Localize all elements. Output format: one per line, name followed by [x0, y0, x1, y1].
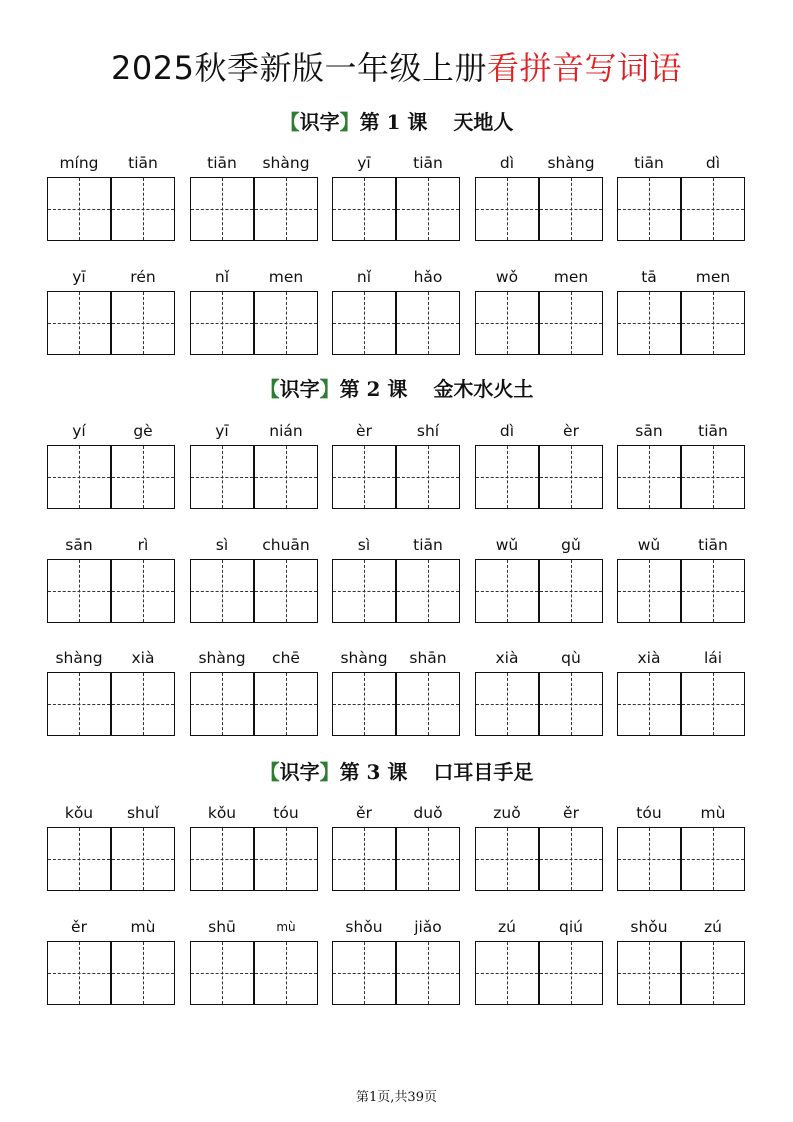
word-pair [475, 803, 605, 893]
writing-box[interactable] [475, 827, 539, 891]
pinyin-label: tóu [636, 804, 662, 822]
writing-box[interactable] [332, 291, 396, 355]
word-pair [475, 648, 605, 738]
word-pair [190, 421, 320, 511]
writing-box[interactable] [47, 941, 111, 1005]
pinyin-label: qù [561, 649, 581, 667]
pinyin-label: èr [356, 422, 372, 440]
writing-box[interactable] [681, 559, 745, 623]
pinyin-label: yī [72, 268, 86, 286]
writing-box[interactable] [332, 177, 396, 241]
word-row [0, 421, 793, 511]
writing-box[interactable] [47, 827, 111, 891]
writing-box[interactable] [190, 672, 254, 736]
writing-box[interactable] [617, 291, 681, 355]
pinyin-label: qiú [559, 918, 583, 936]
word-row [0, 648, 793, 738]
writing-box[interactable] [681, 827, 745, 891]
pinyin-label: mù [700, 804, 726, 822]
pinyin-label: men [695, 268, 731, 286]
pinyin-label: shàng [340, 649, 388, 667]
writing-box[interactable] [681, 177, 745, 241]
writing-box[interactable] [396, 827, 460, 891]
pinyin-label: kǒu [64, 804, 94, 822]
word-pair [47, 648, 177, 738]
word-pair [190, 803, 320, 893]
word-pair [190, 917, 320, 1007]
pinyin-label: xià [495, 649, 519, 667]
writing-box[interactable] [111, 672, 175, 736]
writing-box[interactable] [47, 559, 111, 623]
pinyin-label: tiān [698, 536, 728, 554]
pinyin-label: lái [703, 649, 723, 667]
writing-box[interactable] [47, 445, 111, 509]
word-pair [190, 267, 320, 357]
lesson-heading [0, 108, 793, 136]
pinyin-label: men [553, 268, 589, 286]
pinyin-label: chē [272, 649, 300, 667]
word-pair [475, 421, 605, 511]
lesson-number: 第 2 课 [339, 377, 408, 401]
writing-box[interactable] [396, 941, 460, 1005]
pinyin-label: jiǎo [414, 918, 442, 936]
word-pair [475, 153, 605, 243]
writing-box[interactable] [539, 941, 603, 1005]
page-footer: 第1页,共39页 [356, 1090, 437, 1105]
word-pair [332, 153, 462, 243]
word-pair [617, 535, 747, 625]
lesson-title: 天地人 [453, 110, 514, 134]
pinyin-label: míng [59, 154, 99, 172]
word-pair [47, 267, 177, 357]
title-main: 2025秋季新版一年级上册 [111, 49, 487, 87]
writing-box[interactable] [475, 941, 539, 1005]
pinyin-label: tiān [698, 422, 728, 440]
writing-box[interactable] [111, 941, 175, 1005]
lesson-tag: 识字 [299, 110, 340, 134]
bracket-open: 【 [259, 377, 280, 401]
writing-box[interactable] [47, 291, 111, 355]
pinyin-label: tiān [128, 154, 158, 172]
writing-box[interactable] [396, 291, 460, 355]
pinyin-label: gǔ [561, 536, 581, 554]
pinyin-label: mù [130, 918, 156, 936]
pinyin-label: tiān [634, 154, 664, 172]
writing-box[interactable] [332, 672, 396, 736]
bracket-close: 】 [319, 377, 340, 401]
writing-box[interactable] [475, 177, 539, 241]
lesson-number: 第 1 课 [359, 110, 428, 134]
lesson-heading [0, 758, 793, 786]
pinyin-label: shàng [262, 154, 310, 172]
word-pair [332, 267, 462, 357]
pinyin-label: xià [637, 649, 661, 667]
word-pair [47, 153, 177, 243]
pinyin-label: shǒu [630, 918, 668, 936]
pinyin-label: dì [705, 154, 721, 172]
pinyin-label: mù [276, 920, 296, 934]
writing-box[interactable] [617, 559, 681, 623]
pinyin-label: shān [409, 649, 447, 667]
writing-box[interactable] [47, 672, 111, 736]
pinyin-label: shàng [547, 154, 595, 172]
pinyin-label: rì [137, 536, 149, 554]
pinyin-label: sān [65, 536, 93, 554]
pinyin-label: nǐ [214, 268, 230, 286]
pinyin-label: shí [416, 422, 440, 440]
word-pair [47, 535, 177, 625]
word-pair [617, 267, 747, 357]
writing-box[interactable] [111, 559, 175, 623]
writing-box[interactable] [396, 445, 460, 509]
writing-box[interactable] [539, 672, 603, 736]
word-pair [617, 648, 747, 738]
pinyin-label: nián [269, 422, 303, 440]
writing-box[interactable] [190, 291, 254, 355]
pinyin-label: dì [499, 154, 515, 172]
pinyin-label: yī [357, 154, 371, 172]
word-pair [475, 917, 605, 1007]
word-pair [617, 803, 747, 893]
writing-box[interactable] [396, 177, 460, 241]
writing-box[interactable] [539, 291, 603, 355]
lesson-heading [0, 375, 793, 403]
writing-box[interactable] [254, 445, 318, 509]
pinyin-label: yī [215, 422, 229, 440]
writing-box[interactable] [254, 559, 318, 623]
word-row [0, 267, 793, 357]
writing-box[interactable] [254, 672, 318, 736]
writing-box[interactable] [681, 291, 745, 355]
writing-box[interactable] [396, 672, 460, 736]
pinyin-label: shuǐ [126, 804, 160, 822]
pinyin-label: men [268, 268, 304, 286]
pinyin-label: wǒ [495, 268, 519, 286]
word-pair [332, 917, 462, 1007]
pinyin-label: shàng [198, 649, 246, 667]
writing-box[interactable] [111, 177, 175, 241]
writing-box[interactable] [617, 445, 681, 509]
word-pair [190, 153, 320, 243]
writing-box[interactable] [332, 941, 396, 1005]
writing-box[interactable] [475, 672, 539, 736]
word-pair [190, 648, 320, 738]
pinyin-label: hǎo [413, 268, 443, 286]
word-pair [332, 421, 462, 511]
pinyin-label: èr [563, 422, 579, 440]
bracket-open: 【 [259, 760, 280, 784]
pinyin-label: shū [208, 918, 236, 936]
writing-box[interactable] [617, 672, 681, 736]
writing-box[interactable] [332, 559, 396, 623]
pinyin-label: kǒu [207, 804, 237, 822]
word-pair [617, 153, 747, 243]
writing-box[interactable] [254, 291, 318, 355]
pinyin-label: duǒ [413, 804, 443, 822]
writing-box[interactable] [47, 177, 111, 241]
writing-box[interactable] [539, 177, 603, 241]
pinyin-label: chuān [262, 536, 310, 554]
writing-box[interactable] [254, 827, 318, 891]
writing-box[interactable] [190, 445, 254, 509]
writing-box[interactable] [475, 291, 539, 355]
writing-box[interactable] [396, 559, 460, 623]
pinyin-label: yí [72, 422, 86, 440]
pinyin-label: tiān [413, 536, 443, 554]
pinyin-label: wǔ [495, 536, 519, 554]
pinyin-label: ěr [356, 804, 372, 822]
writing-box[interactable] [539, 827, 603, 891]
pinyin-label: zú [704, 918, 722, 936]
word-row [0, 917, 793, 1007]
lesson-tag: 识字 [279, 760, 320, 784]
word-pair [332, 648, 462, 738]
title-highlight: 看拼音写词语 [486, 49, 682, 87]
bracket-close: 】 [319, 760, 340, 784]
word-row [0, 535, 793, 625]
writing-box[interactable] [617, 941, 681, 1005]
bracket-close: 】 [339, 110, 360, 134]
word-pair [190, 535, 320, 625]
pinyin-label: tóu [273, 804, 299, 822]
writing-box[interactable] [254, 177, 318, 241]
pinyin-label: zuǒ [493, 804, 521, 822]
lesson-title: 口耳目手足 [433, 760, 534, 784]
pinyin-label: shǒu [345, 918, 383, 936]
word-pair [47, 421, 177, 511]
pinyin-label: rén [130, 268, 156, 286]
pinyin-label: shàng [55, 649, 103, 667]
word-pair [332, 803, 462, 893]
pinyin-label: sì [215, 536, 229, 554]
writing-box[interactable] [617, 827, 681, 891]
word-row [0, 803, 793, 893]
lesson-number: 第 3 课 [339, 760, 408, 784]
pinyin-label: dì [499, 422, 515, 440]
pinyin-label: ěr [563, 804, 579, 822]
word-pair [47, 917, 177, 1007]
pinyin-label: tiān [413, 154, 443, 172]
writing-box[interactable] [617, 177, 681, 241]
page-title [0, 44, 793, 92]
writing-box[interactable] [254, 941, 318, 1005]
writing-box[interactable] [190, 941, 254, 1005]
writing-box[interactable] [539, 559, 603, 623]
writing-box[interactable] [681, 941, 745, 1005]
pinyin-label: sān [635, 422, 663, 440]
pinyin-label: xià [131, 649, 155, 667]
pinyin-label: nǐ [356, 268, 372, 286]
pinyin-label: tā [641, 268, 657, 286]
writing-box[interactable] [475, 445, 539, 509]
writing-box[interactable] [681, 445, 745, 509]
writing-box[interactable] [111, 291, 175, 355]
writing-box[interactable] [190, 827, 254, 891]
writing-box[interactable] [332, 827, 396, 891]
pinyin-label: sì [357, 536, 371, 554]
pinyin-label: wǔ [637, 536, 661, 554]
pinyin-label: gè [133, 422, 153, 440]
word-pair [617, 421, 747, 511]
word-pair [475, 267, 605, 357]
lesson-title: 金木水火土 [433, 377, 534, 401]
writing-box[interactable] [475, 559, 539, 623]
writing-box[interactable] [332, 445, 396, 509]
word-row [0, 153, 793, 243]
writing-box[interactable] [539, 445, 603, 509]
lesson-tag: 识字 [279, 377, 320, 401]
writing-box[interactable] [111, 827, 175, 891]
word-pair [617, 917, 747, 1007]
writing-box[interactable] [190, 177, 254, 241]
writing-box[interactable] [111, 445, 175, 509]
writing-box[interactable] [681, 672, 745, 736]
bracket-open: 【 [279, 110, 300, 134]
pinyin-label: ěr [71, 918, 87, 936]
pinyin-label: tiān [207, 154, 237, 172]
writing-box[interactable] [190, 559, 254, 623]
word-pair [475, 535, 605, 625]
word-pair [332, 535, 462, 625]
pinyin-label: zú [498, 918, 516, 936]
word-pair [47, 803, 177, 893]
